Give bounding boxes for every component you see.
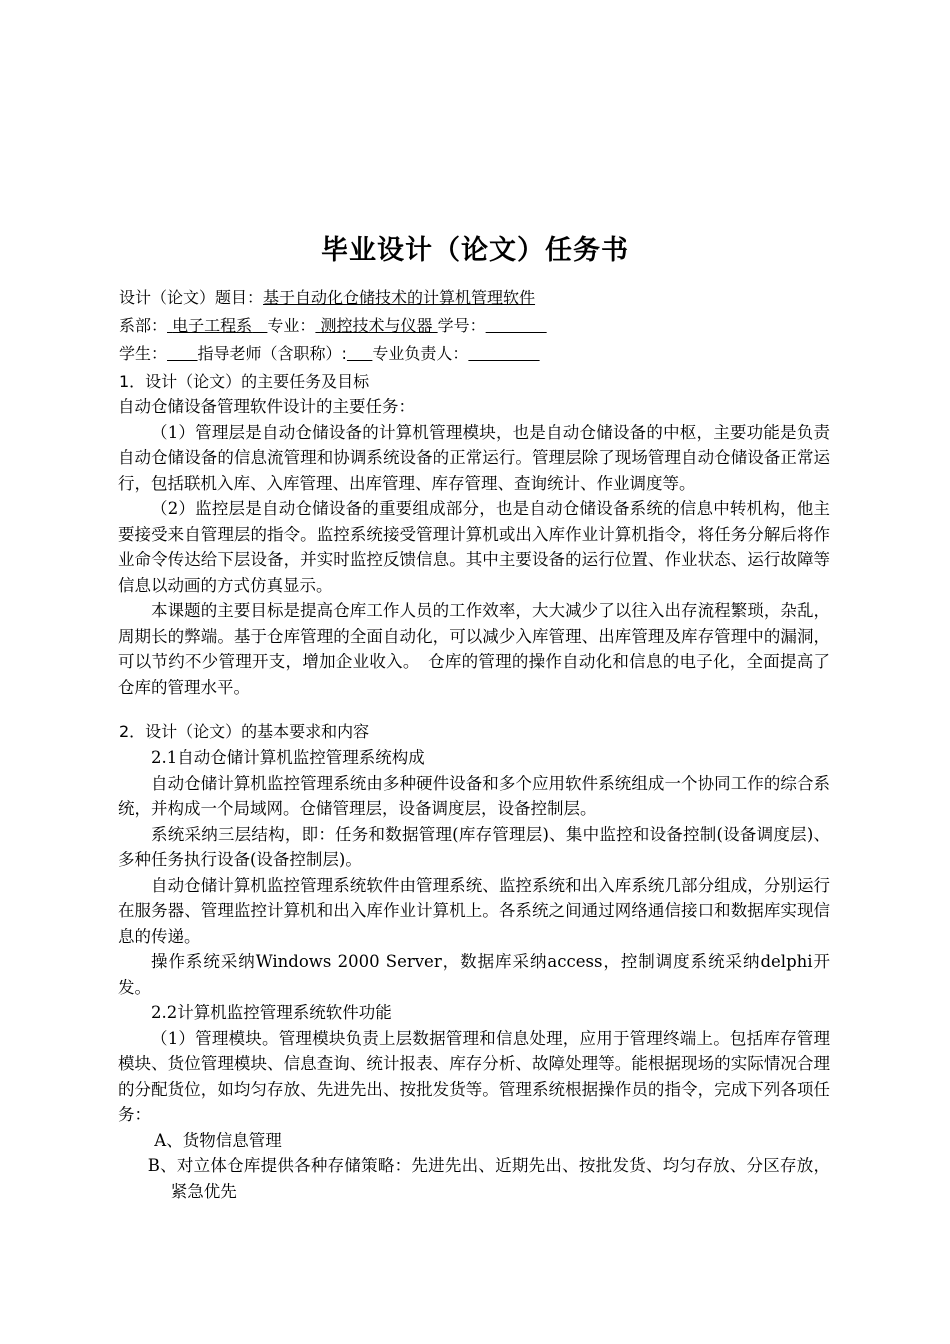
document-title: 毕业设计（论文）任务书 bbox=[321, 235, 629, 266]
major-label: 专业： bbox=[267, 316, 316, 335]
subsection-heading: 2.1自动仓储计算机监控管理系统构成 bbox=[151, 748, 425, 767]
paragraph: （1）管理模块。管理模块负责上层数据管理和信息处理，应用于管理终端上。包括库存管理模块、货位管理模块、信息查询、统计报表、库存分析、故障处理等。能根据现场的实际情况合理的分配货位，如均匀存放、先进先出、按批发货等。管理系统根据操作员的指令，完成下列各项任务： bbox=[118, 1028, 830, 1124]
student-line bbox=[119, 344, 540, 364]
dept-line bbox=[119, 316, 547, 336]
list-item: B、对立体仓库提供各种存储策略：先进先出、近期先出、按批发货、均匀存放、分区存放，紧急优先 bbox=[147, 1156, 830, 1201]
section-2-heading: 2．设计（论文）的基本要求和内容 bbox=[119, 722, 370, 741]
list-item: A、货物信息管理 bbox=[154, 1130, 282, 1150]
paragraph: 自动仓储计算机监控管理系统由多种硬件设备和多个应用软件系统组成一个协同工作的综合系统，并构成一个局域网。仓储管理层，设备调度层，设备控制层。 bbox=[118, 773, 830, 818]
paragraph: （1）管理层是自动仓储设备的计算机管理模块，也是自动仓储设备的中枢，主要功能是负责自动仓储设备的信息流管理和协调系统设备的正常运行。管理层除了现场管理自动仓储设备正常运行，包括联机入库、入库管理、出库管理、库存管理、查询统计、作业调度等。 bbox=[118, 422, 830, 493]
student-id-blank bbox=[486, 316, 547, 335]
advisor-blank bbox=[347, 344, 372, 363]
topic-line bbox=[119, 288, 535, 308]
paragraph: （2）监控层是自动仓储设备的重要组成部分，也是自动仓储设备系统的信息中转机构，他主要接受来自管理层的指令。监控系统接受管理计算机或出入库作业计算机指令，将任务分解后将作业命令传达给下层设备，并实时监控反馈信息。其中主要设备的运行位置、作业状态、运行故障等信息以动画的方式仿真显示。 bbox=[118, 499, 830, 595]
student-blank bbox=[167, 344, 198, 363]
topic-label: 设计（论文）题目： bbox=[119, 288, 264, 307]
student-id-label: 学号： bbox=[437, 316, 486, 335]
leader-label: 专业负责人： bbox=[372, 344, 469, 363]
topic-value: 基于自动化仓储技术的计算机管理软件 bbox=[263, 288, 536, 307]
major-value: 测控技术与仪器 bbox=[320, 316, 433, 335]
advisor-label: 指导老师（含职称）: bbox=[197, 344, 347, 363]
paragraph: 操作系统采纳Windows 2000 Server，数据库采纳access，控制调度系统采纳delphi开发。 bbox=[118, 952, 830, 997]
dept-value: 电子工程系 bbox=[172, 316, 253, 335]
paragraph: 自动仓储计算机监控管理系统软件由管理系统、监控系统和出入库系统几部分组成，分别运行在服务器、管理监控计算机和出入库作业计算机上。各系统之间通过网络通信接口和数据库实现信息的传递。 bbox=[118, 875, 830, 946]
paragraph: 本课题的主要目标是提高仓库工作人员的工作效率，大大减少了以往入出存流程繁琐，杂乱，周期长的弊端。基于仓库管理的全面自动化，可以减少入库管理、出库管理及库存管理中的漏洞，可以节约不少管理开支，增加企业收入。 仓库的管理的操作自动化和信息的电子化，全面提高了仓库的管理水平。 bbox=[118, 601, 830, 697]
section-2-body bbox=[118, 745, 830, 1204]
section-1-heading: 1．设计（论文）的主要任务及目标 bbox=[119, 372, 370, 391]
dept-label: 系部： bbox=[119, 316, 168, 335]
subsection-heading: 2.2计算机监控管理系统软件功能 bbox=[151, 1003, 392, 1022]
student-label: 学生： bbox=[119, 344, 168, 363]
paragraph: 系统采纳三层结构，即：任务和数据管理(库存管理层)、集中监控和设备控制(设备调度层)、多种任务执行设备(设备控制层)。 bbox=[118, 824, 830, 869]
dept-blank bbox=[252, 316, 267, 335]
paragraph: 自动仓储设备管理软件设计的主要任务： bbox=[118, 397, 415, 416]
section-1-body bbox=[118, 394, 830, 700]
leader-blank bbox=[468, 344, 539, 363]
